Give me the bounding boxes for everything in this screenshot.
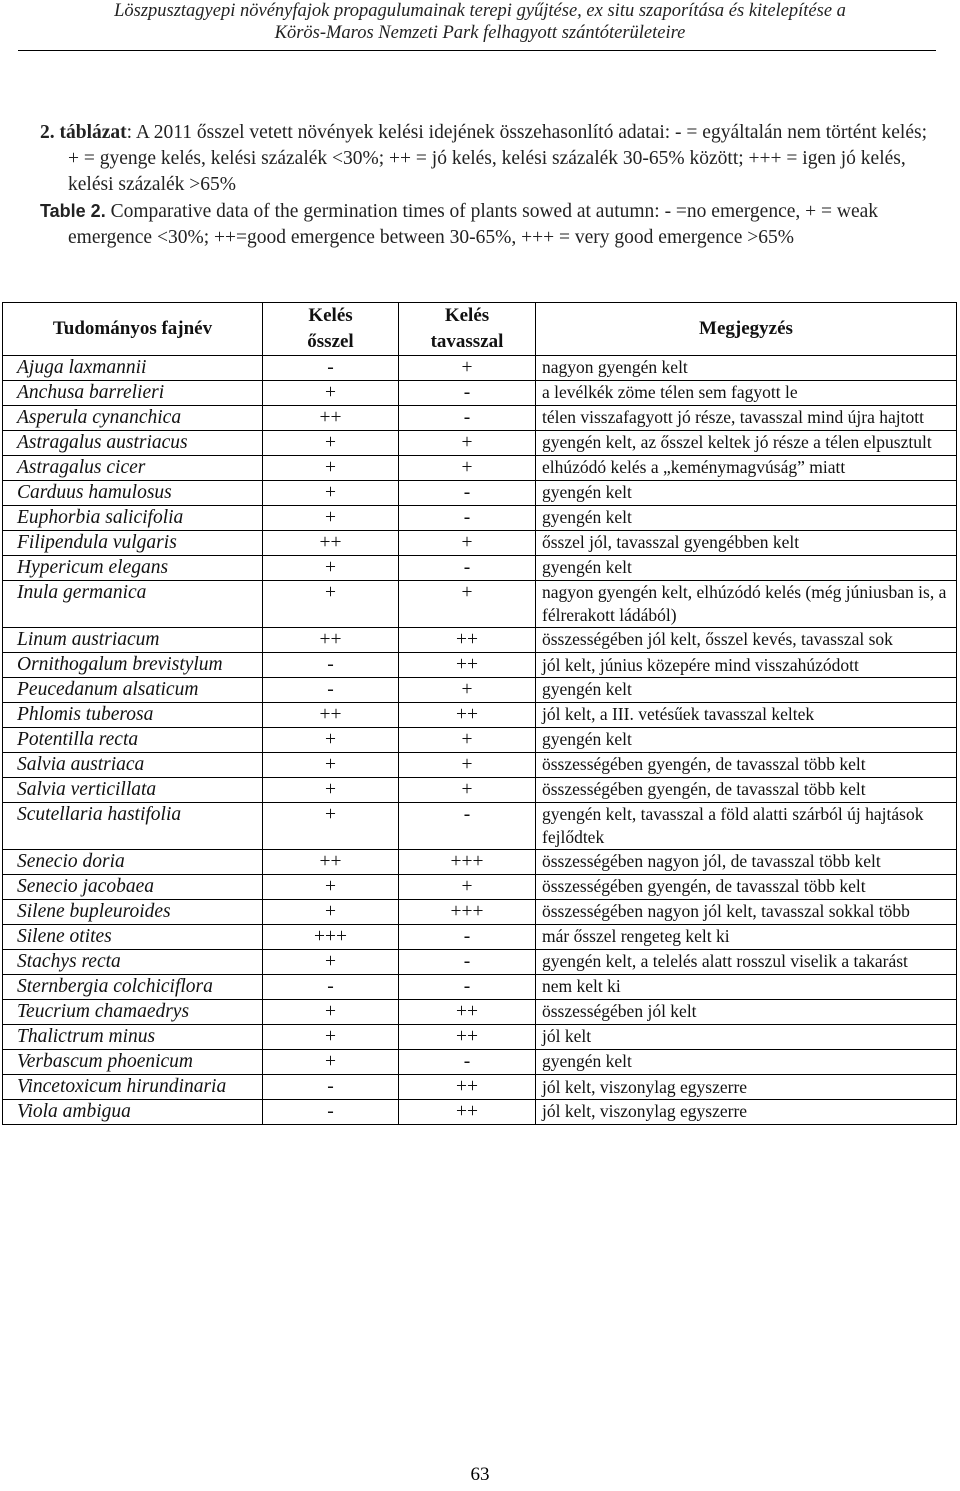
col-header-spring-line2: tavasszal [430, 331, 504, 352]
cell-autumn: ++ [263, 628, 399, 653]
cell-spring: - [399, 975, 536, 1000]
cell-spring: - [399, 506, 536, 531]
cell-note: összességében jól kelt [536, 1000, 957, 1025]
cell-autumn: ++ [263, 531, 399, 556]
cell-spring: ++ [399, 1000, 536, 1025]
cell-note: gyengén kelt, tavasszal a föld alatti szárból új hajtások fejlődtek [536, 803, 957, 850]
table-row [3, 356, 957, 381]
cell-autumn: + [263, 950, 399, 975]
table-row [3, 975, 957, 1000]
cell-spring: + [399, 456, 536, 481]
caption-english [40, 198, 938, 251]
page-number: 63 [470, 1464, 490, 1485]
cell-note: télen visszafagyott jó része, tavasszal mind újra hajtott [536, 406, 957, 431]
cell-spring: +++ [399, 900, 536, 925]
cell-species: Linum austriacum [3, 628, 263, 653]
cell-spring: ++ [399, 703, 536, 728]
cell-species: Filipendula vulgaris [3, 531, 263, 556]
table-row [3, 628, 957, 653]
cell-autumn: + [263, 431, 399, 456]
germination-table [2, 302, 957, 1125]
cell-note: jól kelt [536, 1025, 957, 1050]
cell-note: jól kelt, viszonylag egyszerre [536, 1075, 957, 1100]
cell-spring: + [399, 875, 536, 900]
cell-autumn: + [263, 728, 399, 753]
cell-species: Senecio doria [3, 850, 263, 875]
cell-note: gyengén kelt [536, 728, 957, 753]
cell-species: Asperula cynanchica [3, 406, 263, 431]
table-row [3, 653, 957, 678]
cell-note: ősszel jól, tavasszal gyengébben kelt [536, 531, 957, 556]
cell-autumn: + [263, 900, 399, 925]
cell-species: Euphorbia salicifolia [3, 506, 263, 531]
cell-autumn: - [263, 1100, 399, 1125]
cell-spring: ++ [399, 628, 536, 653]
cell-note: gyengén kelt [536, 1050, 957, 1075]
caption-en-text: Comparative data of the germination times of plants sowed at autumn: - =no emergence, + = weak emergence <30%; ++=good emergence between 30-65%, +++ = very good emergence >65% [68, 201, 879, 248]
cell-spring: + [399, 678, 536, 703]
cell-species: Potentilla recta [3, 728, 263, 753]
cell-spring: + [399, 581, 536, 628]
cell-spring: - [399, 803, 536, 850]
table-row [3, 925, 957, 950]
table-row [3, 950, 957, 975]
table-row [3, 406, 957, 431]
cell-species: Astragalus austriacus [3, 431, 263, 456]
table-row [3, 678, 957, 703]
running-header-line-1: Löszpusztagyepi növényfajok propagulumainak terepi gyűjtése, ex situ szaporítása és kitelepítése a [114, 1, 846, 21]
cell-species: Carduus hamulosus [3, 481, 263, 506]
running-header [0, 0, 960, 44]
table-row [3, 581, 957, 628]
cell-note: összességében nagyon jól kelt, tavasszal sokkal több [536, 900, 957, 925]
cell-spring: + [399, 728, 536, 753]
col-header-autumn-line2: ősszel [307, 331, 354, 352]
cell-autumn: + [263, 803, 399, 850]
table-caption [40, 120, 938, 251]
table-row [3, 875, 957, 900]
caption-hungarian [40, 120, 938, 198]
table-row [3, 381, 957, 406]
cell-species: Stachys recta [3, 950, 263, 975]
table-row [3, 1075, 957, 1100]
cell-species: Ornithogalum brevistylum [3, 653, 263, 678]
cell-autumn: + [263, 1000, 399, 1025]
caption-en-label: Table 2. [40, 201, 106, 221]
table-row [3, 481, 957, 506]
cell-species: Inula germanica [3, 581, 263, 628]
cell-note: nagyon gyengén kelt [536, 356, 957, 381]
cell-note: a levélkék zöme télen sem fagyott le [536, 381, 957, 406]
cell-note: gyengén kelt [536, 481, 957, 506]
cell-autumn: + [263, 753, 399, 778]
cell-autumn: - [263, 678, 399, 703]
cell-species: Thalictrum minus [3, 1025, 263, 1050]
header-rule [18, 50, 936, 51]
cell-note: gyengén kelt [536, 506, 957, 531]
cell-autumn: + [263, 556, 399, 581]
cell-autumn: + [263, 1025, 399, 1050]
cell-autumn: ++ [263, 850, 399, 875]
cell-autumn: + [263, 456, 399, 481]
cell-note: összességében gyengén, de tavasszal több kelt [536, 875, 957, 900]
col-header-spring [399, 303, 536, 356]
cell-autumn: + [263, 1050, 399, 1075]
cell-spring: ++ [399, 1025, 536, 1050]
table-header-row [3, 303, 957, 356]
cell-autumn: + [263, 481, 399, 506]
table-row [3, 1100, 957, 1125]
col-header-autumn [263, 303, 399, 356]
cell-note: nem kelt ki [536, 975, 957, 1000]
cell-autumn: - [263, 356, 399, 381]
cell-note: gyengén kelt [536, 556, 957, 581]
cell-spring: + [399, 753, 536, 778]
col-header-note: Megjegyzés [536, 303, 957, 356]
cell-spring: ++ [399, 1100, 536, 1125]
cell-spring: ++ [399, 653, 536, 678]
cell-note: összességében jól kelt, ősszel kevés, tavasszal sok [536, 628, 957, 653]
table-row [3, 728, 957, 753]
table-row [3, 456, 957, 481]
cell-spring: +++ [399, 850, 536, 875]
table-row [3, 850, 957, 875]
cell-autumn: + [263, 875, 399, 900]
caption-hu-text: : A 2011 ősszel vetett növények kelési idejének összehasonlító adatai: - = egyáltalán nem történt kelés; + = gyenge kelés, kelési százalék <30%; ++ = jó kelés, kelési százalék 30-65% között; +++ = igen jó kelés, kelési százalék >65% [68, 122, 927, 195]
cell-note: összességében nagyon jól, de tavasszal több kelt [536, 850, 957, 875]
cell-autumn: + [263, 778, 399, 803]
cell-autumn: - [263, 1075, 399, 1100]
cell-autumn: - [263, 653, 399, 678]
cell-species: Salvia austriaca [3, 753, 263, 778]
cell-species: Scutellaria hastifolia [3, 803, 263, 850]
col-header-spring-line1: Kelés [444, 305, 490, 326]
cell-species: Silene otites [3, 925, 263, 950]
cell-spring: - [399, 481, 536, 506]
cell-species: Sternbergia colchiciflora [3, 975, 263, 1000]
cell-note: jól kelt, június közepére mind visszahúzódott [536, 653, 957, 678]
cell-spring: - [399, 556, 536, 581]
cell-species: Peucedanum alsaticum [3, 678, 263, 703]
col-header-autumn-line1: Kelés [308, 305, 353, 326]
cell-note: gyengén kelt, az ősszel keltek jó része a télen elpusztult [536, 431, 957, 456]
cell-autumn: + [263, 581, 399, 628]
cell-autumn: - [263, 975, 399, 1000]
cell-spring: - [399, 925, 536, 950]
cell-species: Anchusa barrelieri [3, 381, 263, 406]
cell-note: már ősszel rengeteg kelt ki [536, 925, 957, 950]
cell-autumn: + [263, 506, 399, 531]
cell-note: összességében gyengén, de tavasszal több kelt [536, 778, 957, 803]
col-header-species: Tudományos fajnév [3, 303, 263, 356]
table-row [3, 1050, 957, 1075]
table-row [3, 900, 957, 925]
cell-note: összességében gyengén, de tavasszal több kelt [536, 753, 957, 778]
cell-spring: + [399, 431, 536, 456]
cell-autumn: +++ [263, 925, 399, 950]
cell-note: elhúzódó kelés a „keménymagvúság” miatt [536, 456, 957, 481]
cell-species: Phlomis tuberosa [3, 703, 263, 728]
cell-species: Ajuga laxmannii [3, 356, 263, 381]
cell-note: jól kelt, viszonylag egyszerre [536, 1100, 957, 1125]
table-row [3, 506, 957, 531]
cell-species: Verbascum phoenicum [3, 1050, 263, 1075]
cell-species: Astragalus cicer [3, 456, 263, 481]
cell-species: Salvia verticillata [3, 778, 263, 803]
table-row [3, 803, 957, 850]
cell-species: Silene bupleuroides [3, 900, 263, 925]
cell-autumn: ++ [263, 406, 399, 431]
cell-species: Viola ambigua [3, 1100, 263, 1125]
cell-note: gyengén kelt [536, 678, 957, 703]
cell-spring: - [399, 1050, 536, 1075]
cell-spring: + [399, 531, 536, 556]
cell-species: Hypericum elegans [3, 556, 263, 581]
table-row [3, 556, 957, 581]
cell-spring: - [399, 406, 536, 431]
table-row [3, 431, 957, 456]
table-row [3, 1025, 957, 1050]
running-header-line-2: Körös-Maros Nemzeti Park felhagyott szántóterületeire [274, 23, 686, 43]
cell-species: Teucrium chamaedrys [3, 1000, 263, 1025]
table-row [3, 778, 957, 803]
cell-note: gyengén kelt, a telelés alatt rosszul viselik a takarást [536, 950, 957, 975]
table-row [3, 703, 957, 728]
cell-spring: - [399, 381, 536, 406]
cell-spring: + [399, 356, 536, 381]
cell-note: nagyon gyengén kelt, elhúzódó kelés (még júniusban is, a félrerakott ládából) [536, 581, 957, 628]
cell-spring: + [399, 778, 536, 803]
cell-species: Vincetoxicum hirundinaria [3, 1075, 263, 1100]
cell-autumn: ++ [263, 703, 399, 728]
cell-spring: ++ [399, 1075, 536, 1100]
caption-hu-label: 2. táblázat [40, 122, 127, 143]
table-row [3, 531, 957, 556]
table-row [3, 753, 957, 778]
cell-autumn: + [263, 381, 399, 406]
cell-spring: - [399, 950, 536, 975]
cell-note: jól kelt, a III. vetésűek tavasszal keltek [536, 703, 957, 728]
table-row [3, 1000, 957, 1025]
cell-species: Senecio jacobaea [3, 875, 263, 900]
